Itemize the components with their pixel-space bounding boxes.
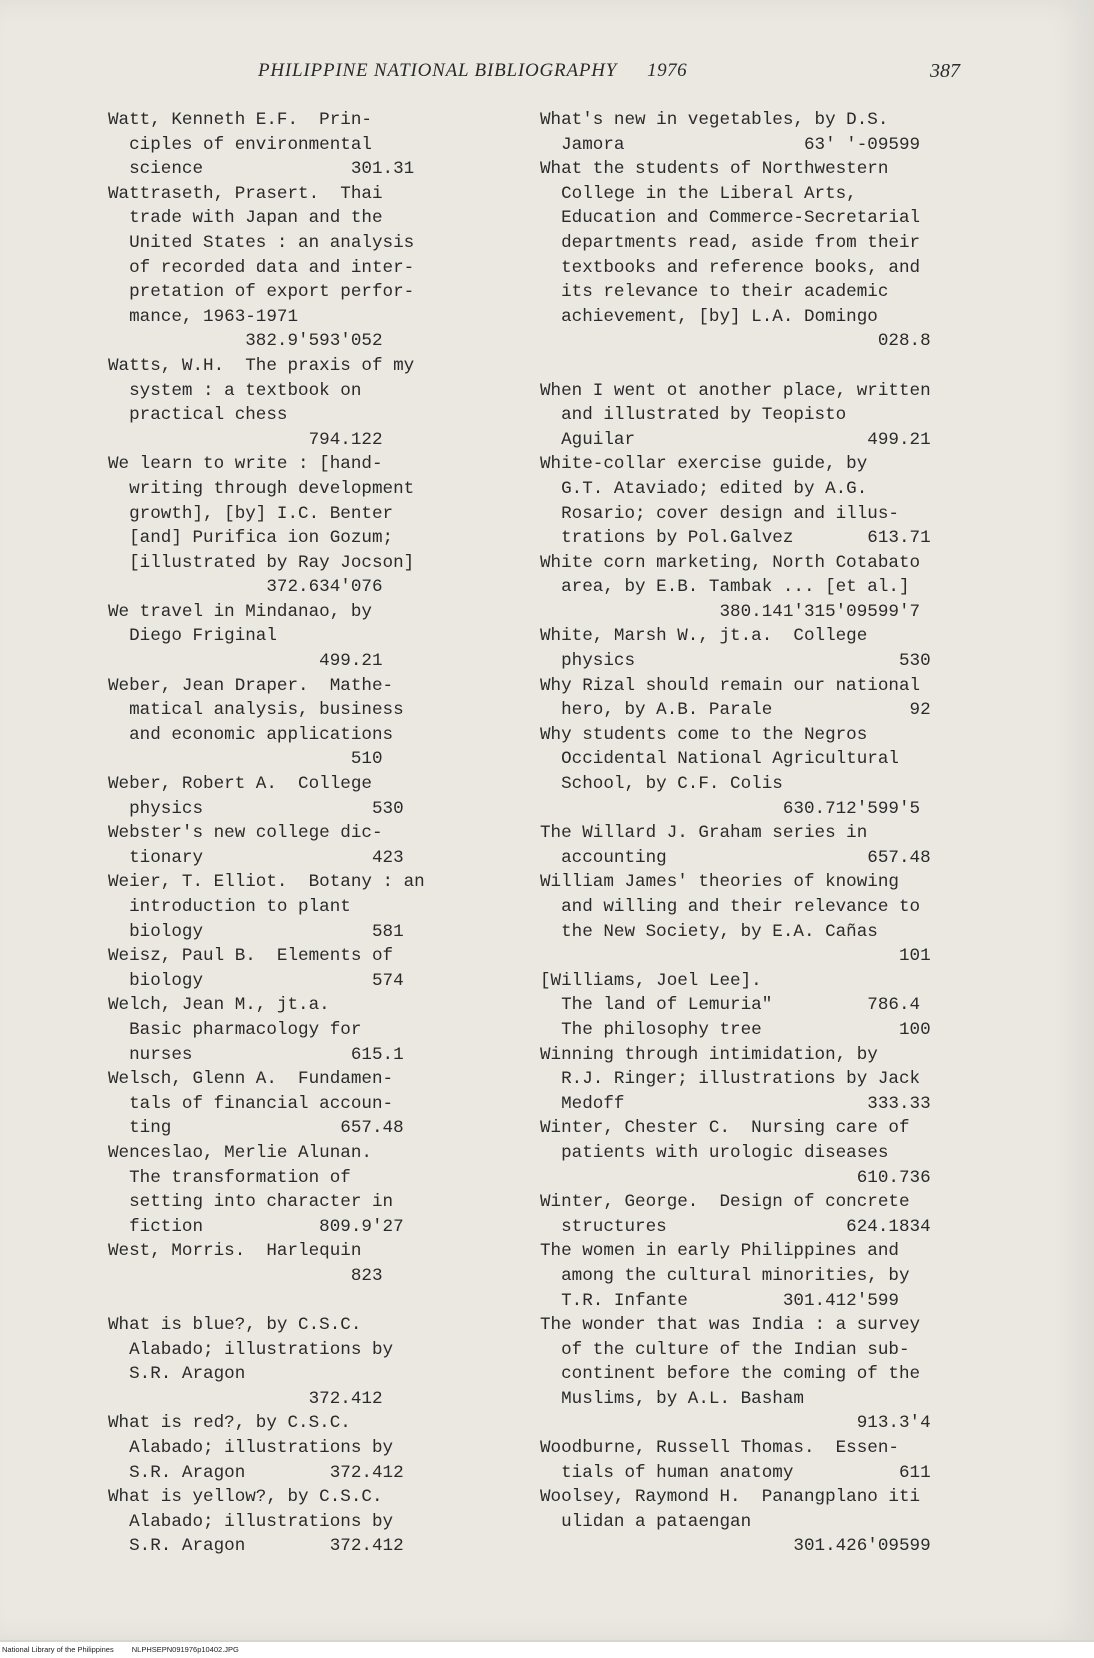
bibliography-entry [108,1313,480,1411]
entry-line: Alabado; illustrations by [108,1438,394,1459]
entry-line: physics 530 [540,651,931,672]
bibliography-entry [108,182,480,354]
entry-line: practical chess [108,405,288,426]
left-column [108,108,480,1559]
bibliography-entry [540,1436,996,1485]
entry-line: writing through development [108,478,415,499]
bibliography-entry [108,1141,480,1239]
entry-line: T.R. Infante 301.412'599 [540,1290,899,1311]
entry-line: 028.8 [540,331,931,352]
bibliography-entry [108,354,480,452]
entry-line: Rosario; cover design and illus- [540,503,899,524]
entry-line: Webster's new college dic- [108,823,383,844]
right-column [540,108,996,1559]
entry-line: Basic pharmacology for [108,1019,362,1040]
bibliography-entry [108,1239,480,1288]
entry-line: 301.426'09599 [540,1536,931,1557]
entry-line: The wonder that was India : a survey [540,1315,921,1336]
entry-line: What's new in vegetables, by D.S. [540,110,889,130]
entry-line: and economic applications [108,724,394,745]
bibliography-entry [540,1116,996,1190]
entry-line: School, by C.F. Colis [540,774,783,795]
bibliography-entry [540,157,996,354]
entry-line: What the students of Northwestern [540,159,889,180]
bibliography-entry [540,723,996,821]
entry-line: 382.9'593'052 [108,331,383,352]
entry-line: Medoff 333.33 [540,1093,931,1114]
entry-line: ciples of environmental [108,134,372,155]
entry-line: ulidan a pataengan [540,1511,752,1532]
entry-line: S.R. Aragon [108,1364,246,1385]
entry-line: Weber, Robert A. College [108,774,372,795]
entry-line: of the culture of the Indian sub- [540,1339,910,1360]
entry-line: White, Marsh W., jt.a. College [540,626,868,647]
entry-line: When I went ot another place, written [540,380,931,401]
bibliography-entry [108,1067,480,1141]
bibliography-entry [540,452,996,550]
bibliography-entry [108,944,480,993]
entry-line: biology 574 [108,970,404,991]
bibliography-entry [108,452,480,600]
entry-line: [illustrated by Ray Jocson] [108,552,415,573]
entry-line: The women in early Philippines and [540,1241,899,1262]
bibliography-entry [540,1239,996,1313]
entry-spacer [108,1289,480,1314]
entry-line: White corn marketing, North Cotabato [540,552,921,573]
entry-line: 610.736 [540,1167,931,1188]
entry-line: departments read, aside from their [540,232,921,253]
entry-line: Education and Commerce-Secretarial [540,208,921,229]
entry-line: Wenceslao, Merlie Alunan. [108,1142,372,1163]
bibliography-entry [108,993,480,1067]
entry-line: accounting 657.48 [540,847,931,868]
entry-line: Alabado; illustrations by [108,1511,394,1532]
entry-line: Muslims, by A.L. Basham [540,1388,804,1409]
bibliography-entry [540,1485,996,1559]
entry-line: Wattraseth, Prasert. Thai [108,183,383,204]
bibliography-entry [540,551,996,625]
entry-line: Occidental National Agricultural [540,749,899,770]
entry-line: 372.634'076 [108,577,383,598]
entry-line: and illustrated by Teopisto [540,405,847,426]
bibliography-entry [540,624,996,673]
entry-line: S.R. Aragon 372.412 [108,1462,404,1483]
entry-line: Alabado; illustrations by [108,1339,394,1360]
scan-footer [0,1642,1094,1658]
entry-line: Winter, George. Design of concrete [540,1192,910,1213]
entry-line: Weier, T. Elliot. Botany : an [108,872,425,893]
header-year: 1976 [647,60,688,81]
entry-line: 913.3'4 [540,1413,931,1434]
bibliography-entry [108,870,480,944]
entry-line: tials of human anatomy 611 [540,1462,931,1483]
bibliography-entry [108,600,480,674]
entry-line: trations by Pol.Galvez 613.71 [540,528,931,549]
entry-line: structures 624.1834 [540,1216,931,1237]
bibliography-entry [540,821,996,870]
entry-line: textbooks and reference books, and [540,257,921,278]
entry-line: patients with urologic diseases [540,1142,889,1163]
entry-line: Weber, Jean Draper. Mathe- [108,675,394,696]
entry-line: 510 [108,749,383,770]
entry-line: We travel in Mindanao, by [108,601,372,622]
entry-line: matical analysis, business [108,700,404,721]
entry-line: area, by E.B. Tambak ... [et al.] [540,577,910,598]
entry-line: Why Rizal should remain our national [540,675,921,696]
entry-line: continent before the coming of the [540,1364,921,1385]
bibliography-entry [540,674,996,723]
entry-line: What is yellow?, by C.S.C. [108,1487,383,1508]
entry-line: William James' theories of knowing [540,872,899,893]
entry-line: 372.412 [108,1388,383,1409]
bibliography-entry [108,772,480,821]
entry-line: pretation of export perfor- [108,282,415,303]
entry-line: tionary 423 [108,847,404,868]
entry-line: We learn to write : [hand- [108,454,383,475]
bibliography-entry [108,1411,480,1485]
entry-line: Winter, Chester C. Nursing care of [540,1118,910,1139]
entry-line: G.T. Ataviado; edited by A.G. [540,478,868,499]
entry-line: The Willard J. Graham series in [540,823,868,844]
entry-line: Weisz, Paul B. Elements of [108,946,394,967]
entry-line: and willing and their relevance to [540,897,921,917]
entry-line: White-collar exercise guide, by [540,454,868,475]
entry-line: of recorded data and inter- [108,257,415,278]
bibliography-entry [540,108,996,157]
entry-line: Woolsey, Raymond H. Panangplano iti [540,1487,921,1508]
entry-line: 101 [540,946,931,967]
entry-line: trade with Japan and the [108,208,383,229]
entry-line: ting 657.48 [108,1118,404,1139]
entry-line: 630.712'599'5 [540,798,921,819]
entry-line: College in the Liberal Arts, [540,183,857,204]
entry-line: Woodburne, Russell Thomas. Essen- [540,1438,899,1459]
entry-line: nurses 615.1 [108,1044,404,1065]
entry-line: mance, 1963-1971 [108,306,299,327]
entry-line: 823 [108,1265,383,1286]
entry-line: 380.141'315'09599'7 [540,601,921,622]
bibliography-entry [540,379,996,453]
entry-line: hero, by A.B. Parale 92 [540,700,931,721]
entry-line: The philosophy tree 100 [540,1019,931,1040]
entry-line: physics 530 [108,798,404,819]
entry-line: setting into character in [108,1192,394,1213]
entry-line: Watt, Kenneth E.F. Prin- [108,110,372,130]
entry-line: introduction to plant [108,897,351,917]
entry-line: Why students come to the Negros [540,724,868,745]
entry-line: Aguilar 499.21 [540,429,931,450]
entry-line: S.R. Aragon 372.412 [108,1536,404,1557]
entry-line: United States : an analysis [108,232,415,253]
entry-line: The land of Lemuria" 786.4 [540,995,921,1016]
entry-line: 499.21 [108,651,383,672]
bibliography-entry [540,1043,996,1117]
page-number: 387 [930,60,960,82]
entry-line: West, Morris. Harlequin [108,1241,362,1262]
entry-spacer [540,354,996,379]
entry-line: [Williams, Joel Lee]. [540,970,762,991]
entry-line: system : a textbook on [108,380,362,401]
entry-line: fiction 809.9'27 [108,1216,404,1237]
bibliography-entry [108,108,480,182]
running-header [258,60,687,82]
entry-line: the New Society, by E.A. Cañas [540,921,878,942]
bibliography-entry [540,1313,996,1436]
bibliography-entry [540,870,996,968]
entry-line: Welsch, Glenn A. Fundamen- [108,1069,394,1090]
entry-line: Jamora 63' '-09599 [540,134,921,155]
entry-line: science 301.31 [108,159,415,180]
bibliography-entry [108,821,480,870]
entry-line: 794.122 [108,429,383,450]
bibliography-entry [540,969,996,1043]
header-title: PHILIPPINE NATIONAL BIBLIOGRAPHY [258,60,618,81]
entry-line: The transformation of [108,1167,351,1188]
entry-line: What is red?, by C.S.C. [108,1413,351,1434]
entry-line: growth], [by] I.C. Benter [108,503,394,524]
entry-line: biology 581 [108,921,404,942]
footer-library: National Library of the Philippines [2,1645,114,1654]
entry-line: Welch, Jean M., jt.a. [108,995,330,1016]
entry-line: What is blue?, by C.S.C. [108,1315,362,1336]
bibliography-entry [540,1190,996,1239]
entry-line: tals of financial accoun- [108,1093,394,1114]
entry-line: among the cultural minorities, by [540,1265,910,1286]
entry-line: [and] Purifica ion Gozum; [108,528,394,549]
entry-line: achievement, [by] L.A. Domingo [540,306,878,327]
entry-line: Diego Friginal [108,626,277,647]
footer-file-id: NLPHSEPN091976p10402.JPG [131,1645,239,1654]
entry-line: Watts, W.H. The praxis of my [108,355,415,376]
entry-line: R.J. Ringer; illustrations by Jack [540,1069,921,1090]
bibliography-entry [108,674,480,772]
entry-line: its relevance to their academic [540,282,889,303]
entry-line: Winning through intimidation, by [540,1044,878,1065]
bibliography-entry [108,1485,480,1559]
